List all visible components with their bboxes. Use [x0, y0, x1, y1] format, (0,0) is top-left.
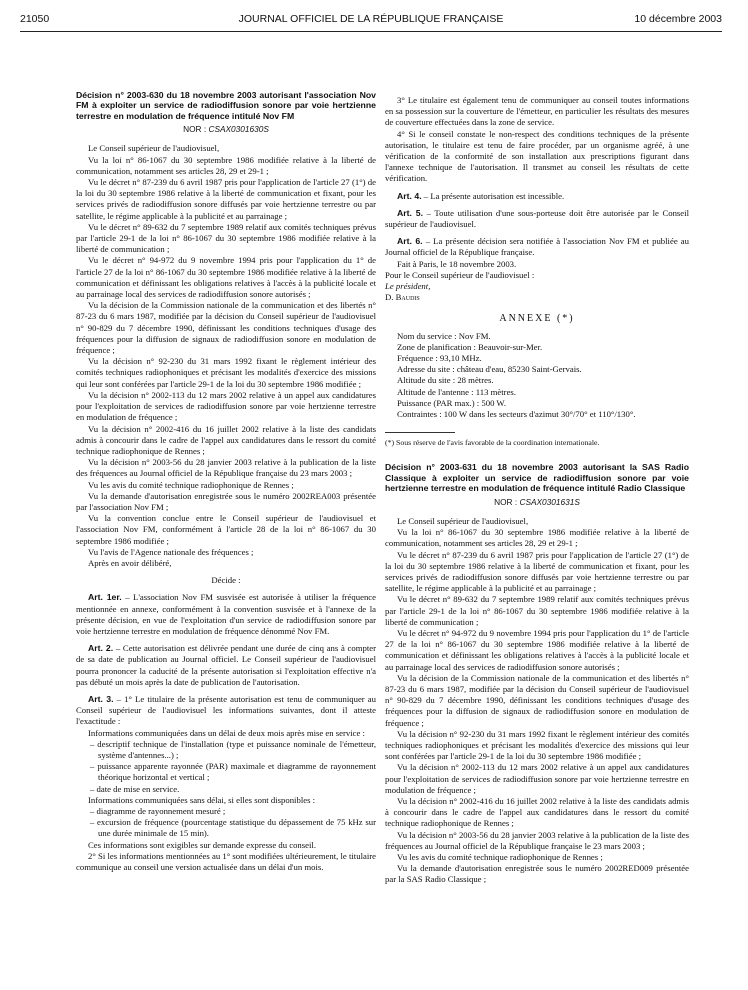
annexe-item-2: Fréquence : 93,10 MHz.	[397, 353, 482, 364]
article-3-list-intro: Informations communiquées dans un délai de deux mois après mise en service :	[88, 727, 365, 738]
article-4: Art. 4. – La présente autorisation est incessible.	[397, 190, 565, 201]
nor-code: CSAX0301631S	[519, 496, 580, 507]
annexe-item-7: Contraintes : 100 W dans les secteurs d'azimut 30°/70° et 110°/130°.	[397, 409, 636, 420]
recital-2: Vu le décret n° 87-239 du 6 avril 1987 pris pour l'application de l'article 27 (1°) de la loi du 30 septembre 1986 relative à la liberté de communication et fixant, pour les services privés de radiodiffusion sonore diffusés par voie hertzienne terrestre ou par satellite, le régime applicable à la publicité et au parrainage ;	[76, 177, 376, 221]
paragraph-0: Ces informations sont exigibles sur demande expresse du conseil.	[88, 839, 317, 850]
annexe-item-5: Altitude de l'antenne : 113 mètres.	[397, 386, 516, 397]
article-3-list-2	[76, 806, 376, 840]
recital-2: Vu le décret n° 87-239 du 6 avril 1987 pris pour l'application de l'article 27 (1°) de la loi du 30 septembre 1986 relative à la liberté de communication et fixant, pour les services privés de radiodiffusion sonore diffusés par voie hertzienne terrestre ou par satellite, le régime applicable à la publicité et au parrainage ;	[385, 549, 689, 594]
decision-1-nor	[76, 124, 376, 135]
article-3-label: Art. 3.	[88, 693, 114, 704]
article-3-continued	[385, 95, 689, 185]
annexe-items	[385, 331, 689, 421]
decision-2-nor	[385, 497, 689, 508]
recital-7: Vu la décision n° 2002-113 du 12 mars 2002 relative à un appel aux candidatures pour l'exploitation de services de radiodiffusion sonore par voie hertzienne terrestre en modulation de fréquence ;	[76, 389, 376, 423]
annexe-item-4: Altitude du site : 28 mètres.	[397, 375, 494, 386]
list-item-2: – date de mise en service.	[90, 783, 180, 794]
decision-2-title: Décision n° 2003-631 du 18 novembre 2003 autorisant la SAS Radio Classique à exploiter un service de radiodiffusion sonore par voie hertzienne terrestre en modulation de fréquence intitulé Radio Classique	[385, 462, 689, 494]
recital-11: Vu la demande d'autorisation enregistrée sous le numéro 2002REA003 présentée par l'association Nov FM ;	[76, 490, 376, 512]
list-item-1: – excursion de fréquence (pourcentage statistique du dépassement de 75 kHz sur une durée minimale de 15 min).	[90, 817, 376, 839]
recital-6: Vu la décision n° 92-230 du 31 mars 1992 fixant le règlement intérieur des comités techniques radiophoniques et précisant les modalités d'exercice des missions qui leur sont conférées par l'article 29-1 de la loi du 30 septembre 1986 modifiée ;	[76, 356, 376, 389]
article-4-label: Art. 4.	[397, 190, 422, 201]
recital-8: Vu la décision n° 2002-416 du 16 juillet 2002 relative à la liste des candidats admis à concourir dans le cadre de l'appel aux candidatures dans le ressort du comité technique radiophonique de Rennes ;	[76, 423, 376, 456]
article-3-tail	[76, 840, 376, 874]
recital-3: Vu le décret n° 89-632 du 7 septembre 1989 relatif aux comités techniques prévus par l'article 29-1 de la loi n° 86-1067 du 30 septembre 1986 modifiée relative à la liberté de communication ;	[385, 594, 689, 627]
recital-4: Vu le décret n° 94-972 du 9 novembre 1994 pris pour l'application du 1° de l'article 27 de la loi n° 86-1067 du 30 septembre 1986 modifiée relative à la liberté de communication et définissant les obligations relatives à l'accès à la publicité locale et au parrainage local des services de radiodiffusion sonore autorisés ;	[385, 627, 689, 672]
recital-0: Le Conseil supérieur de l'audiovisuel,	[397, 515, 529, 526]
recital-5: Vu la décision de la Commission nationale de la communication et des libertés n° 87-23 du 6 mars 1987, modifiée par la décision du Conseil supérieur de l'audiovisuel n° 90-829 du 7 décembre 1990, définissant les conditions techniques d'usage des fréquences pour la diffusion de signaux de radiodiffusion sonore en modulation de fréquence ;	[385, 672, 689, 728]
footnote: (*) Sous réserve de l'avis favorable de la coordination internationale.	[385, 438, 600, 448]
issue-date: 10 décembre 2003	[634, 13, 722, 25]
article-5-label: Art. 5.	[397, 207, 424, 218]
article-2: Art. 2. – Cette autorisation est délivrée pendant une durée de cinq ans à compter de sa date de publication au Journal officiel. Le Conseil supérieur de l'audiovisuel pourra prononcer la caducité de la présente autorisation si l'exploitation effective n'a pas débuté un mois après la date de publication de l'autorisation.	[76, 643, 376, 687]
recital-9: Vu la décision n° 2003-56 du 28 janvier 2003 relative à la publication de la liste des fréquences au Journal officiel de la République française le 23 mars 2003 ;	[385, 829, 689, 851]
recital-11: Vu la demande d'autorisation enregistrée sous le numéro 2002RED009 présentée par la SAS Radio Classique ;	[385, 863, 689, 885]
recital-14: Après en avoir délibéré,	[88, 557, 172, 568]
recital-9: Vu la décision n° 2003-56 du 28 janvier 2003 relative à la publication de la liste des fréquences au Journal officiel de la République française du 23 mars 2003 ;	[76, 457, 376, 479]
annexe-item-0: Nom du service : Nov FM.	[397, 330, 491, 341]
place-date: Fait à Paris, le 18 novembre 2003.	[397, 258, 517, 269]
recital-5: Vu la décision de la Commission nationale de la communication et des libertés n° 87-23 du 6 mars 1987, modifiée par la décision du Conseil supérieur de l'audiovisuel n° 90-829 du 7 décembre 1990, définissant les conditions techniques d'usage des fréquences pour la diffusion de signaux de radiodiffusion sonore en modulation de fréquence ;	[76, 300, 376, 356]
annexe-title: ANNEXE (*)	[499, 313, 575, 325]
article-1: Art. 1er. – L'association Nov FM susvisée est autorisée à utiliser la fréquence mentionnée en annexe, conformément à la convention susvisée et à l'annexe de la présente décision, en vue de l'exploitation d'un service de radiodiffusion sonore par voie hertzienne terrestre en modulation de fréquence dénommé Nov FM.	[76, 592, 376, 636]
decision-2-recitals	[385, 516, 689, 886]
recital-7: Vu la décision n° 2002-113 du 12 mars 2002 relative à un appel aux candidatures pour l'exploitation de services de radiodiffusion sonore par voie hertzienne terrestre en modulation de fréquence ;	[385, 762, 689, 795]
list-item-0: – diagramme de rayonnement mesuré ;	[90, 806, 226, 816]
decision-1-title: Décision n° 2003-630 du 18 novembre 2003 autorisant l'association Nov FM à exploiter un service de radiodiffusion sonore par voie hertzienne terrestre en modulation de fréquence intitulé Nov FM	[76, 90, 376, 121]
list-item-1: – puissance apparente rayonnée (PAR) maximale et diagramme de rayonnement théorique horizontal et vertical ;	[90, 761, 376, 783]
article-5: Art. 5. – Toute utilisation d'une sous-porteuse doit être autorisée par le Conseil supérieur de l'audiovisuel.	[385, 207, 689, 230]
journal-title: JOURNAL OFFICIEL DE LA RÉPUBLIQUE FRANÇAISE	[238, 13, 504, 25]
article-6-label: Art. 6.	[397, 236, 423, 247]
paragraph-1: 2° Si les informations mentionnées au 1° sont modifiées ultérieurement, le titulaire communique au conseil une version actualisée dans un délai d'un mois.	[76, 850, 376, 873]
list-item-0: – descriptif technique de l'installation (type et puissance nominale de l'émetteur, système d'antennes...) ;	[90, 738, 376, 760]
recital-10: Vu les avis du comité technique radiophonique de Rennes ;	[397, 852, 603, 862]
recital-13: Vu l'avis de l'Agence nationale des fréquences ;	[88, 546, 254, 557]
paragraph-1: 4° Si le conseil constate le non-respect des conditions techniques de la présente autorisation, le titulaire est tenu de faire procéder, par un organisme agréé, à une vérification de la conformité de son installation aux prescriptions figurant dans l'annexe technique de l'autorisation. Il transmet au conseil les résultats de cette vérification.	[385, 128, 689, 184]
recital-1: Vu la loi n° 86-1067 du 30 septembre 1986 modifiée relative à la liberté de communication, notamment ses articles 28, 29 et 29-1 ;	[385, 527, 689, 549]
decide-label: Décide :	[211, 575, 241, 586]
page-number: 21050	[20, 13, 50, 25]
recital-10: Vu les avis du comité technique radiophonique de Rennes ;	[88, 479, 294, 490]
article-3-list-1	[76, 739, 376, 795]
footnote-rule	[385, 432, 455, 433]
signature-line-1: Pour le Conseil supérieur de l'audiovisuel :	[385, 269, 535, 280]
nor-code: CSAX0301630S	[208, 124, 269, 135]
header-rule	[20, 31, 722, 32]
recital-0: Le Conseil supérieur de l'audiovisuel,	[88, 143, 220, 154]
recital-3: Vu le décret n° 89-632 du 7 septembre 1989 relatif aux comités techniques prévus par l'article 29-1 de la loi n° 86-1067 du 30 septembre 1986 modifiée relative à la liberté de communication ;	[76, 221, 376, 255]
signature-line-2: Le président,	[385, 281, 431, 292]
article-3: Art. 3. – 1° Le titulaire de la présente autorisation est tenu de communiquer au Conseil supérieur de l'audiovisuel les informations suivantes, dont il atteste l'exactitude :	[76, 693, 376, 727]
paragraph-0: 3° Le titulaire est également tenu de communiquer au conseil toutes informations en sa possession sur la couverture de l'émetteur, en particulier les résultats des mesures de couverture effectuées dans la zone de service.	[385, 95, 689, 128]
page-header	[20, 13, 722, 27]
annexe-item-1: Zone de planification : Beauvoir-sur-Mer.	[397, 341, 543, 352]
annexe-item-3: Adresse du site : château d'eau, 85230 Saint-Gervais.	[397, 364, 582, 375]
right-column	[385, 95, 689, 886]
article-1-label: Art. 1er.	[88, 592, 122, 603]
recital-8: Vu la décision n° 2002-416 du 16 juillet 2002 relative à la liste des candidats admis à concourir dans le cadre de l'appel aux candidatures dans le ressort du comité technique radiophonique de Rennes ;	[385, 795, 689, 829]
recital-1: Vu la loi n° 86-1067 du 30 septembre 1986 modifiée relative à la liberté de communication, notamment ses articles 28, 29 et 29-1 ;	[76, 154, 376, 176]
article-2-label: Art. 2.	[88, 643, 114, 654]
article-6: Art. 6. – La présente décision sera notifiée à l'association Nov FM et publiée au Journal officiel de la République française.	[385, 236, 690, 258]
signature-line-3: D. Baudis	[385, 292, 420, 303]
nor-label: NOR :	[183, 124, 207, 135]
annexe-item-6: Puissance (PAR max.) : 500 W.	[397, 397, 506, 408]
recital-6: Vu la décision n° 92-230 du 31 mars 1992 fixant le règlement intérieur des comités techniques radiophoniques et précisant les modalités d'exercice des missions qui leur sont conférées par l'article 29-1 de la loi du 30 septembre 1986 modifiée ;	[385, 728, 689, 762]
recital-12: Vu la convention conclue entre le Conseil supérieur de l'audiovisuel et l'association Nov FM, conformément à l'article 28 de la loi n° 86-1067 du 30 septembre 1986 modifiée ;	[76, 513, 376, 546]
recital-4: Vu le décret n° 94-972 du 9 novembre 1994 pris pour l'application du 1° de l'article 27 de la loi n° 86-1067 du 30 septembre 1986 modifiée relative à la liberté de communication et définissant les obligations relatives à l'accès à la publicité locale et au parrainage local des services de radiodiffusion sonore autorisés ;	[76, 255, 376, 300]
nor-label: NOR :	[494, 496, 518, 507]
article-3-list2-intro: Informations communiquées sans délai, si elles sont disponibles :	[88, 794, 316, 805]
decision-1-recitals	[76, 143, 376, 569]
left-column	[76, 90, 376, 873]
